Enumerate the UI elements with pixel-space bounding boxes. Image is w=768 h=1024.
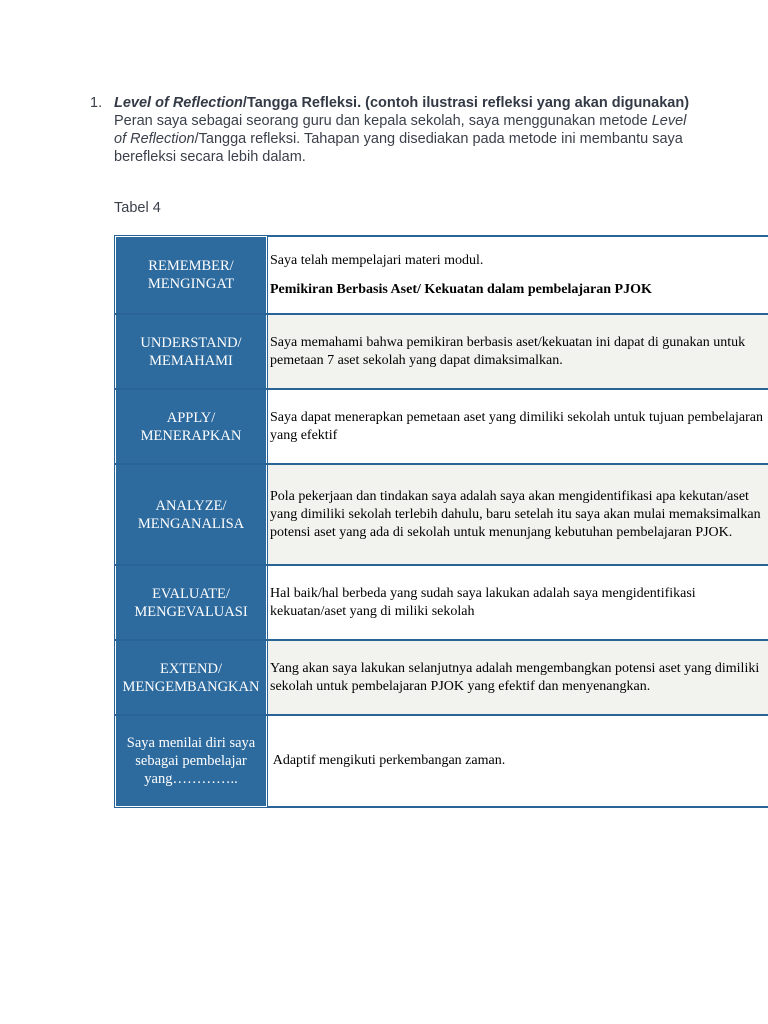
heading-rest: /Tangga Refleksi. (contoh ilustrasi refleksi yang akan digunakan) bbox=[242, 95, 690, 111]
desc-text: Saya memahami bahwa pemikiran berbasis aset/kekuatan ini dapat di gunakan untuk pemetaan 7 aset sekolah yang dapat dimaksimalkan. bbox=[270, 334, 746, 368]
heading-italic: Level of Reflection bbox=[114, 95, 243, 111]
table-row bbox=[115, 565, 768, 640]
paragraph-part2: /Tangga refleksi. Tahapan yang disediakan pada metode ini membantu saya berefleksi secara lebih dalam. bbox=[114, 131, 683, 165]
desc-text: Adaptif mengikuti perkembangan zaman. bbox=[270, 753, 506, 768]
desc-text: Saya dapat menerapkan pemetaan aset yang dimiliki sekolah untuk tujuan pembelajaran yang efektif bbox=[270, 409, 763, 443]
table-row bbox=[115, 314, 768, 389]
level-cell-remember: REMEMBER/ MENGINGAT bbox=[115, 236, 267, 314]
level-cell-extend: EXTEND/ MENGEMBANGKAN bbox=[115, 640, 267, 715]
desc-text: Yang akan saya lakukan selanjutnya adalah mengembangkan potensi aset yang dimiliki sekolah untuk pembelajaran PJOK yang efektif dan menyenangkan. bbox=[270, 660, 760, 694]
desc-cell-understand bbox=[267, 314, 768, 389]
level-cell-evaluate: EVALUATE/ MENGEVALUASI bbox=[115, 565, 267, 640]
table-row bbox=[115, 389, 768, 464]
desc-text: Saya telah mempelajari materi modul. bbox=[270, 252, 484, 268]
section-heading bbox=[114, 94, 690, 112]
reflection-table bbox=[114, 235, 768, 808]
desc-cell-evaluate bbox=[267, 565, 768, 640]
desc-cell-remember bbox=[267, 236, 768, 314]
table-row bbox=[115, 236, 768, 314]
level-cell-apply: APPLY/ MENERAPKAN bbox=[115, 389, 267, 464]
level-cell-analyze: ANALYZE/ MENGANALISA bbox=[115, 464, 267, 565]
section-paragraph bbox=[114, 112, 690, 166]
desc-cell-self-assessment bbox=[267, 715, 768, 807]
desc-text: Pola pekerjaan dan tindakan saya adalah saya akan mengidentifikasi apa kekutan/aset yang dimiliki sekolah terlebih dahulu, baru setelah itu saya akan mulai memaksimalkan potensi aset yang ada di sekolah untuk menunjang kebutuhan pembelajaran PJOK. bbox=[270, 488, 761, 540]
list-number: 1. bbox=[90, 95, 103, 111]
desc-module-title: Pemikiran Berbasis Aset/ Kekuatan dalam pembelajaran PJOK bbox=[270, 281, 652, 297]
paragraph-part1: Peran saya sebagai seorang guru dan kepala sekolah, saya menggunakan metode bbox=[114, 113, 652, 129]
table-row bbox=[115, 464, 768, 565]
paragraph-italic: Level of Reflection bbox=[114, 113, 687, 147]
reflection-section bbox=[90, 94, 690, 166]
table-caption: Tabel 4 bbox=[114, 200, 161, 216]
table-row bbox=[115, 640, 768, 715]
desc-cell-extend bbox=[267, 640, 768, 715]
desc-text: Hal baik/hal berbeda yang sudah saya lakukan adalah saya mengidentifikasi kekuatan/aset yang di miliki sekolah bbox=[270, 585, 696, 619]
table-row bbox=[115, 715, 768, 807]
desc-cell-apply bbox=[267, 389, 768, 464]
desc-cell-analyze bbox=[267, 464, 768, 565]
level-cell-understand: UNDERSTAND/ MEMAHAMI bbox=[115, 314, 267, 389]
level-cell-self-assessment: Saya menilai diri saya sebagai pembelajar yang………….. bbox=[115, 715, 267, 807]
